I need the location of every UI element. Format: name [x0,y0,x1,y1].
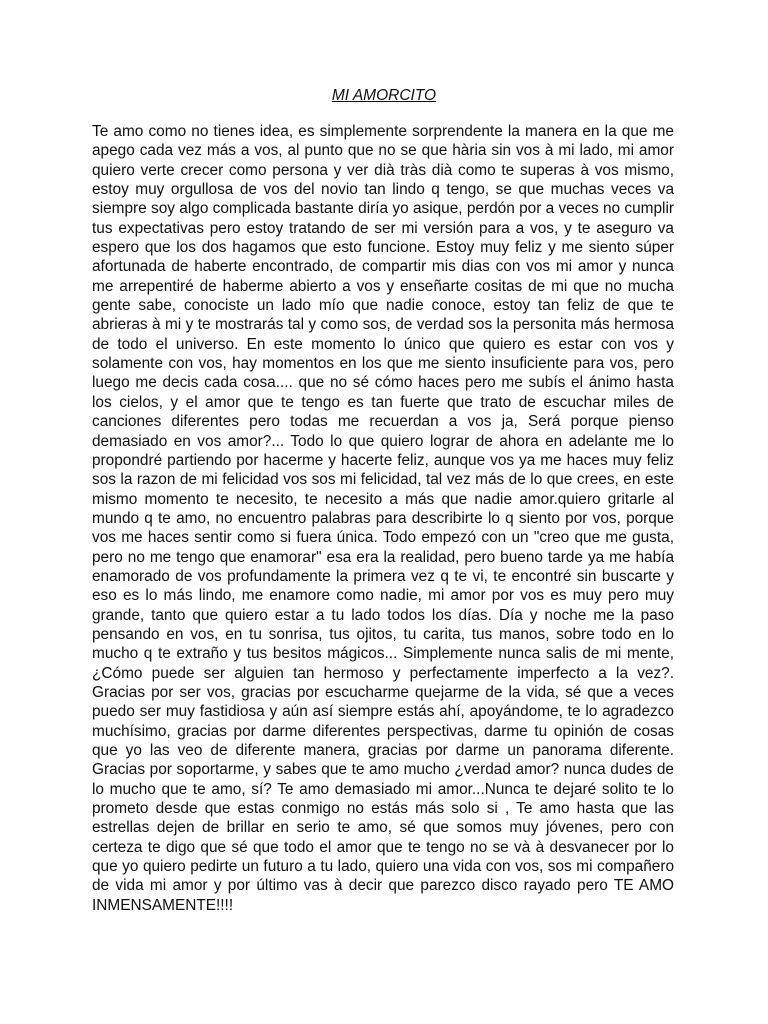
document-body-paragraph: Te amo como no tienes idea, es simplemente sorprendente la manera en la que me apego cada vez más a vos, al punto que no se que hària sin vos à mi lado, mi amor quiero verte crecer como persona y ver dià tràs dià como te superas à vos mismo, estoy muy orgullosa de vos del novio tan lindo q tengo, se que muchas veces va siempre soy algo complicada bastante diría yo asique, perdón por a veces no cumplir tus expectativas pero estoy tratando de ser mi versión para a vos, y te aseguro va espero que los dos hagamos que esto funcione. Estoy muy feliz y me siento súper afortunada de haberte encontrado, de compartir mis dias con vos mi amor y nunca me arrepentiré de haberme abierto a vos y enseñarte cositas de mi que no mucha gente sabe, conociste un lado mío que nadie conoce, estoy tan feliz de que te abrieras à mi y te mostrarás tal y como sos, de verdad sos la personita más hermosa de todo el universo. En este momento lo único que quiero es estar con vos y solamente con vos, hay momentos en los que me siento insuficiente para vos, pero luego me decis cada cosa.... que no sé cómo haces pero me subís el ánimo hasta los cielos, y el amor que te tengo es tan fuerte que trato de escuchar miles de canciones diferentes pero todas me recuerdan a vos ja, Será porque pienso demasiado en vos amor?... Todo lo que quiero lograr de ahora en adelante me lo propondré partiendo por hacerme y hacerte feliz, aunque vos ya me haces muy feliz sos la razon de mi felicidad vos sos mi felicidad, tal vez más de lo que crees, en este mismo momento te necesito, te necesito a más que nadie amor.quiero gritarle al mundo q te amo, no encuentro palabras para describirte lo q siento por vos, porque vos me haces sentir como si fuera única. Todo empezó con un "creo que me gusta, pero no me tengo que enamorar" esa era la realidad, pero bueno tarde ya me había enamorado de vos profundamente la primera vez q te vi, te encontré sin buscarte y eso es lo más lindo, me enamore como nadie, mi amor por vos es muy pero muy grande, tanto que quiero estar a tu lado todos los días. Día y noche me la paso pensando en vos, en tu sonrisa, tus ojitos, tu carita, tus manos, sobre todo en lo mucho q te extraño y tus besitos mágicos... Simplemente nunca salis de mi mente,¿Cómo puede ser alguien tan hermoso y perfectamente imperfecto a la vez?. Gracias por ser vos, gracias por escucharme quejarme de la vida, sé que a veces puedo ser muy fastidiosa y aún así siempre estás ahí, apoyándome, te lo agradezco muchísimo, gracias por darme diferentes perspectivas, darme tu opinión de cosas que yo las veo de diferente manera, gracias por darme un panorama diferente. Gracias por soportarme, y sabes que te amo mucho ¿verdad amor? nunca dudes de lo mucho que te amo, sí? Te amo demasiado mi amor...Nunca te dejaré solito te lo prometo desde que estas conmigo no estás más solo si , Te amo hasta que las estrellas dejen de brillar en serio te amo, sé que somos muy jóvenes, pero con certeza te digo que sé que todo el amor que te tengo no se và à desvanecer por lo que yo quiero pedirte un futuro a tu lado, quiero una vida con vos, sos mi compañero de vida mi amor y por último vas à decir que parezco disco rayado pero TE AMO INMENSAMENTE!!!! [92,123,674,914]
document-title: MI AMORCITO [331,87,437,104]
